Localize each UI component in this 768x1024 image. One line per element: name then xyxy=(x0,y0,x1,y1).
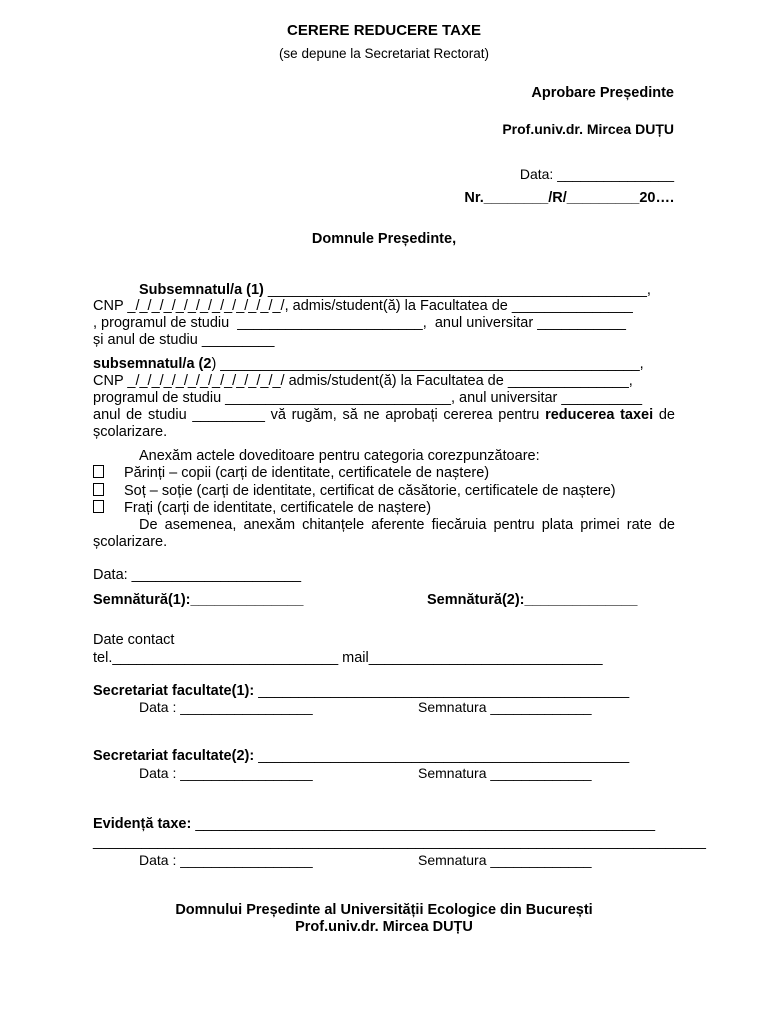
attachments-intro: Anexăm actele doveditoare pentru categoria corezpunzătoare: xyxy=(139,448,540,464)
salutation: Domnule Președinte, xyxy=(311,231,457,247)
footer-president: Prof.univ.dr. Mircea DUȚU xyxy=(295,919,473,935)
applicant1-program-line: , programul de studiu _______________________, anul universitar ___________ xyxy=(93,315,626,331)
applicant2-name-row xyxy=(93,356,644,373)
attachment-option-spouses[interactable]: Soț – soție (carți de identitate, certificat de căsătorie, certificatele de naștere) xyxy=(93,483,616,500)
applicant2-cnp-line: CNP _/_/_/_/_/_/_/_/_/_/_/_/_/ admis/student(ă) la Facultatea de _______________, xyxy=(93,373,633,389)
applicant1-cnp-line: CNP _/_/_/_/_/_/_/_/_/_/_/_/_/, admis/student(ă) la Facultatea de _______________ xyxy=(93,298,633,314)
fees-field: _________________________________________________________ xyxy=(191,816,656,832)
signature-date-line: Data: _____________________ xyxy=(93,567,302,583)
document-subtitle: (se depune la Secretariat Rectorat) xyxy=(278,46,490,61)
registration-number-line: Nr.________/R/_________20…. xyxy=(464,190,674,206)
president-name: Prof.univ.dr. Mircea DUȚU xyxy=(502,121,674,137)
secretariat1-date: Data : _________________ xyxy=(139,699,313,715)
signature2-line: Semnătură(2):______________ xyxy=(427,592,638,608)
applicant1-name-row xyxy=(139,282,651,299)
secretariat1-row xyxy=(93,683,629,700)
secretariat2-label: Secretariat facultate(2): xyxy=(93,748,255,764)
applicant1-label: Subsemnatul/a (1) xyxy=(139,282,264,298)
applicant2-name-field: ) ____________________________________________________, xyxy=(211,356,644,372)
footer-addressee: Domnului Președinte al Universității Ecologice din București xyxy=(175,902,593,918)
secretariat2-date: Data : _________________ xyxy=(139,765,313,781)
fees-signature: Semnatura _____________ xyxy=(418,852,592,868)
approval-heading: Aprobare Președinte xyxy=(531,85,674,101)
signature1-line: Semnătură(1):______________ xyxy=(93,592,304,608)
request-text: anul de studiu _________ vă rugăm, să ne aprobați cererea pentru xyxy=(93,407,546,423)
request-text-end: de școlarizare. xyxy=(93,407,675,440)
checkbox-icon[interactable] xyxy=(93,465,104,478)
attachment-option-parents[interactable]: Părinți – copii (carți de identitate, certificatele de naștere) xyxy=(93,465,489,482)
applicant1-year-line: și anul de studiu _________ xyxy=(93,332,275,348)
checkbox-icon[interactable] xyxy=(93,483,104,496)
applicant2-label: subsemnatul/a (2 xyxy=(93,356,212,372)
fees-date: Data : _________________ xyxy=(139,852,313,868)
fees-second-line: ____________________________________________________________________________ xyxy=(93,834,706,850)
secretariat1-field: ______________________________________________ xyxy=(254,683,630,699)
secretariat1-signature: Semnatura _____________ xyxy=(418,699,592,715)
attachment-option-siblings[interactable]: Frați (carți de identitate, certificatele de naștere) xyxy=(93,500,431,517)
request-paragraph xyxy=(93,407,675,441)
secretariat1-label: Secretariat facultate(1): xyxy=(93,683,255,699)
document-title: CERERE REDUCERE TAXE xyxy=(287,22,481,39)
applicant2-program-line: programul de studiu ____________________________, anul universitar __________ xyxy=(93,390,643,406)
fees-row xyxy=(93,816,655,833)
secretariat2-signature: Semnatura _____________ xyxy=(418,765,592,781)
contact-line: tel.____________________________ mail_____________________________ xyxy=(93,650,603,666)
checkbox-icon[interactable] xyxy=(93,500,104,513)
attachments-extra: De asemenea, anexăm chitanțele aferente fiecăruia pentru plata primei rate de școlarizare. xyxy=(93,517,675,550)
applicant1-name-field: _______________________________________________, xyxy=(263,282,651,298)
fees-label: Evidență taxe: xyxy=(93,816,192,832)
request-fee-reduction: reducerea taxei xyxy=(545,407,654,423)
secretariat2-row xyxy=(93,748,629,765)
contact-label: Date contact xyxy=(93,632,175,648)
approval-date-line: Data: _______________ xyxy=(519,166,674,182)
secretariat2-field: ______________________________________________ xyxy=(254,748,630,764)
